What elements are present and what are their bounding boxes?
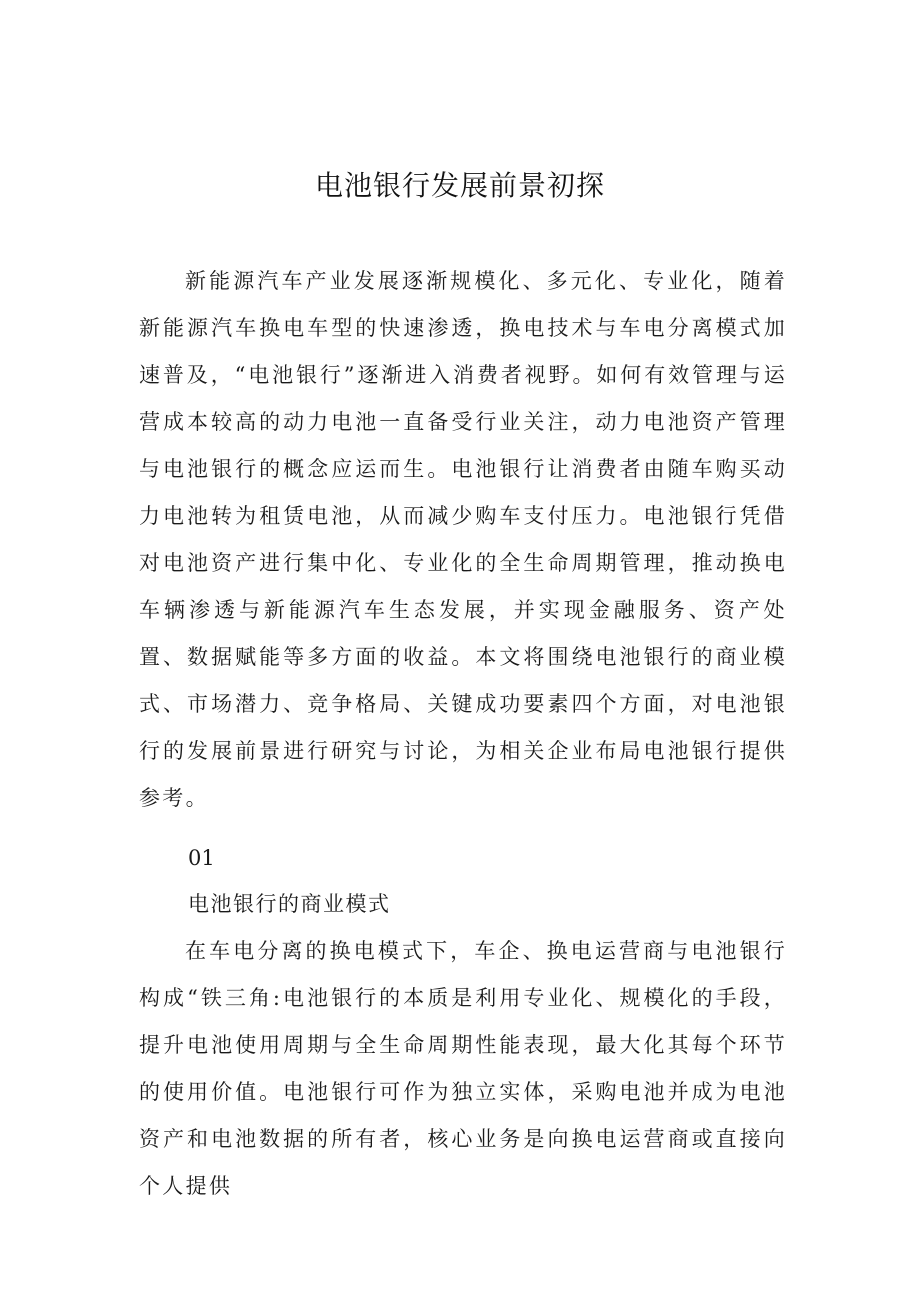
intro-paragraph: 新能源汽车产业发展逐渐规模化、多元化、专业化，随着新能源汽车换电车型的快速渗透，换电技术与车电分离模式加速普及，“电池银行”逐渐进入消费者视野。如何有效管理与运营成本较高的动力电池一直备受行业关注，动力电池资产管理与电池银行的概念应运而生。电池银行让消费者由随车购买动力电池转为租赁电池，从而减少购车支付压力。电池银行凭借对电池资产进行集中化、专业化的全生命周期管理，推动换电车辆渗透与新能源汽车生态发展，并实现金融服务、资产处置、数据赋能等多方面的收益。本文将围绕电池银行的商业模式、市场潜力、竞争格局、关键成功要素四个方面，对电池银行的发展前景进行研究与讨论，为相关企业布局电池银行提供参考。 [139,269,787,810]
section-number: 01 [188,846,215,870]
section-heading: 电池银行的商业模式 [188,892,391,916]
section-body-paragraph: 在车电分离的换电模式下，车企、换电运营商与电池银行构成“铁三角:电池银行的本质是利用专业化、规模化的手段，提升电池使用周期与全生命周期性能表现，最大化其每个环节的使用价值。电池银行可作为独立实体，采购电池并成为电池资产和电池数据的所有者，核心业务是向换电运营商或直接向个人提供 [139,939,787,1198]
document-title: 电池银行发展前景初探 [314,169,605,202]
